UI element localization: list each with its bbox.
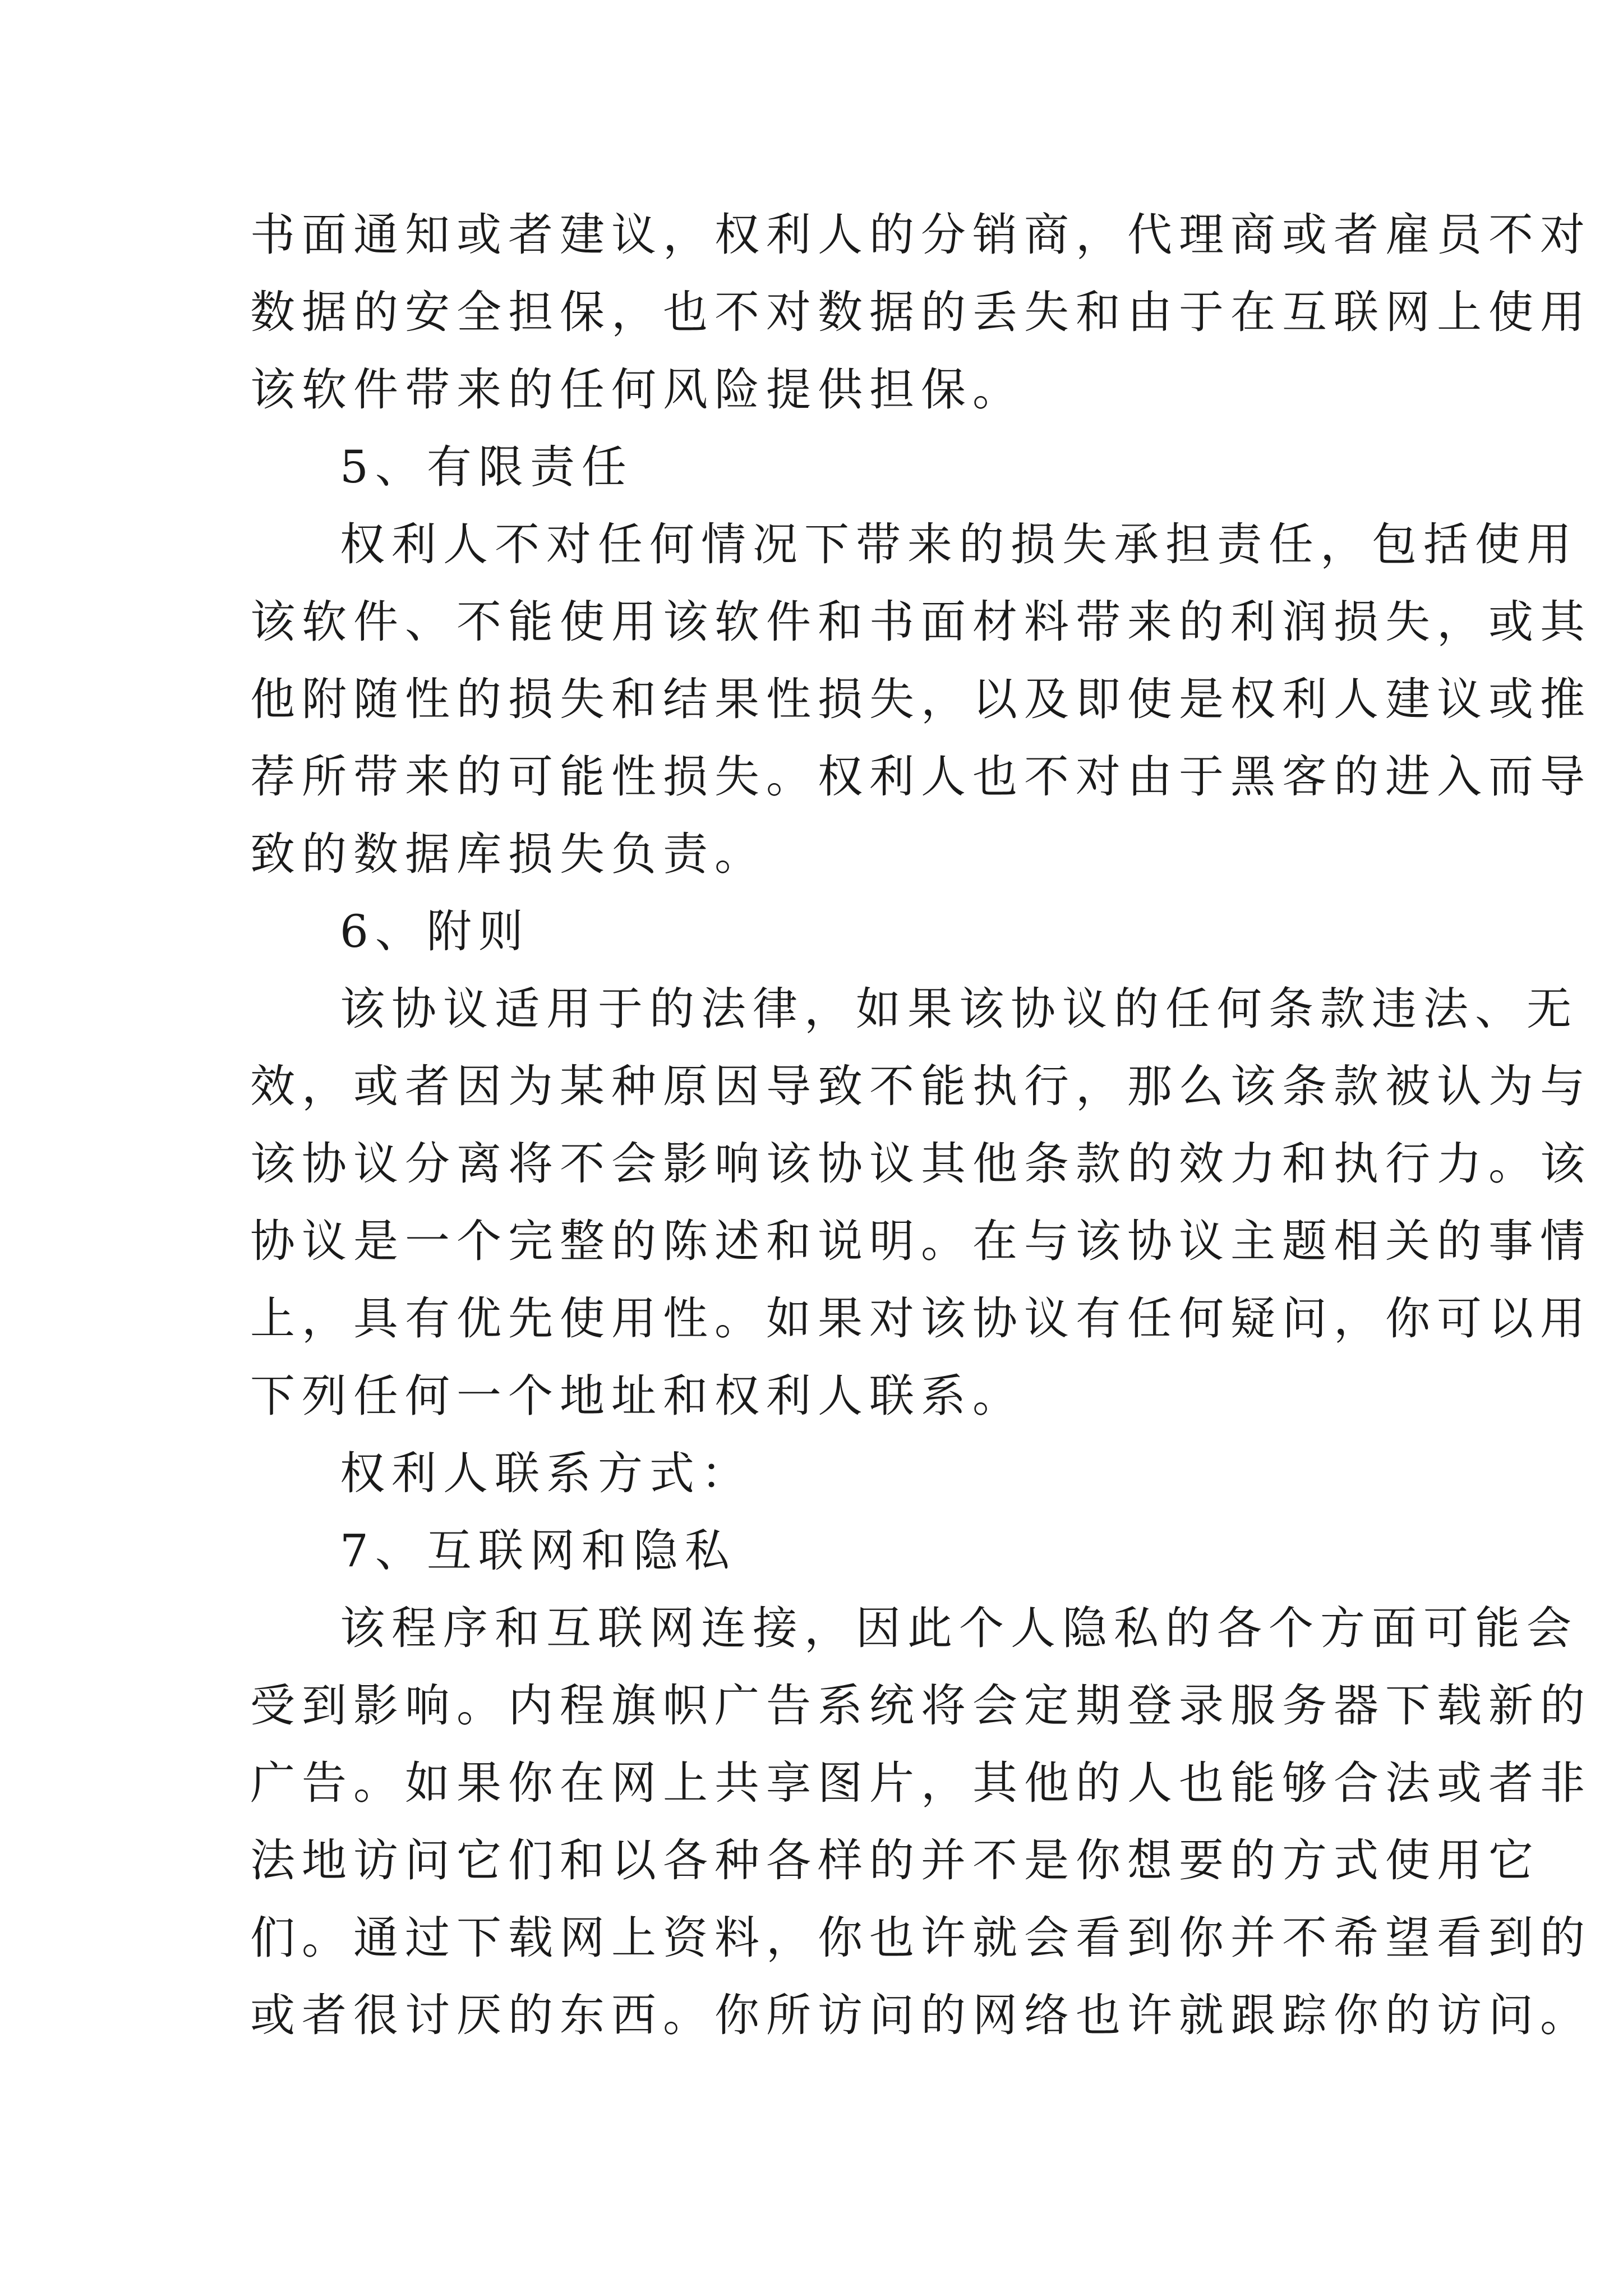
text-line: 效，或者因为某种原因导致不能执行，那么该条款被认为与	[250, 1060, 1592, 1112]
text-line: 或者很讨厌的东西。你所访问的网络也许就跟踪你的访问。	[250, 1989, 1592, 2041]
text-line: 该软件带来的任何风险提供担保。	[250, 364, 1024, 416]
text-line: 该协议分离将不会影响该协议其他条款的效力和执行力。该	[250, 1138, 1592, 1190]
text-line: 书面通知或者建议，权利人的分销商，代理商或者雇员不对	[250, 209, 1592, 261]
text-line: 协议是一个完整的陈述和说明。在与该协议主题相关的事情	[250, 1215, 1592, 1267]
text-line: 该软件、不能使用该软件和书面材料带来的利润损失，或其	[250, 596, 1592, 648]
text-line: 该协议适用于的法律，如果该协议的任何条款违法、无	[340, 983, 1578, 1035]
text-line: 该程序和互联网连接，因此个人隐私的各个方面可能会	[340, 1602, 1578, 1654]
text-line: 受到影响。内程旗帜广告系统将会定期登录服务器下载新的	[250, 1680, 1592, 1732]
text-line: 权利人不对任何情况下带来的损失承担责任，包括使用	[340, 518, 1578, 570]
text-line: 数据的安全担保，也不对数据的丢失和由于在互联网上使用	[250, 286, 1592, 338]
text-line: 法地访问它们和以各种各样的并不是你想要的方式使用它	[250, 1834, 1540, 1887]
body-text	[250, 196, 1592, 2054]
text-line: 广告。如果你在网上共享图片，其他的人也能够合法或者非	[250, 1757, 1592, 1809]
text-line: 致的数据库损失负责。	[250, 828, 766, 880]
text-line: 6、附则	[340, 905, 530, 958]
text-line: 5、有限责任	[340, 441, 633, 493]
text-line: 们。通过下载网上资料，你也许就会看到你并不希望看到的	[250, 1912, 1592, 1964]
text-line: 7、互联网和隐私	[340, 1525, 736, 1577]
text-line: 上，具有优先使用性。如果对该协议有任何疑问，你可以用	[250, 1292, 1592, 1345]
text-line: 荐所带来的可能性损失。权利人也不对由于黑客的进入而导	[250, 751, 1592, 803]
text-line: 权利人联系方式：	[340, 1447, 753, 1499]
text-line: 下列任何一个地址和权利人联系。	[250, 1370, 1024, 1422]
text-line: 他附随性的损失和结果性损失，以及即使是权利人建议或推	[250, 673, 1592, 725]
